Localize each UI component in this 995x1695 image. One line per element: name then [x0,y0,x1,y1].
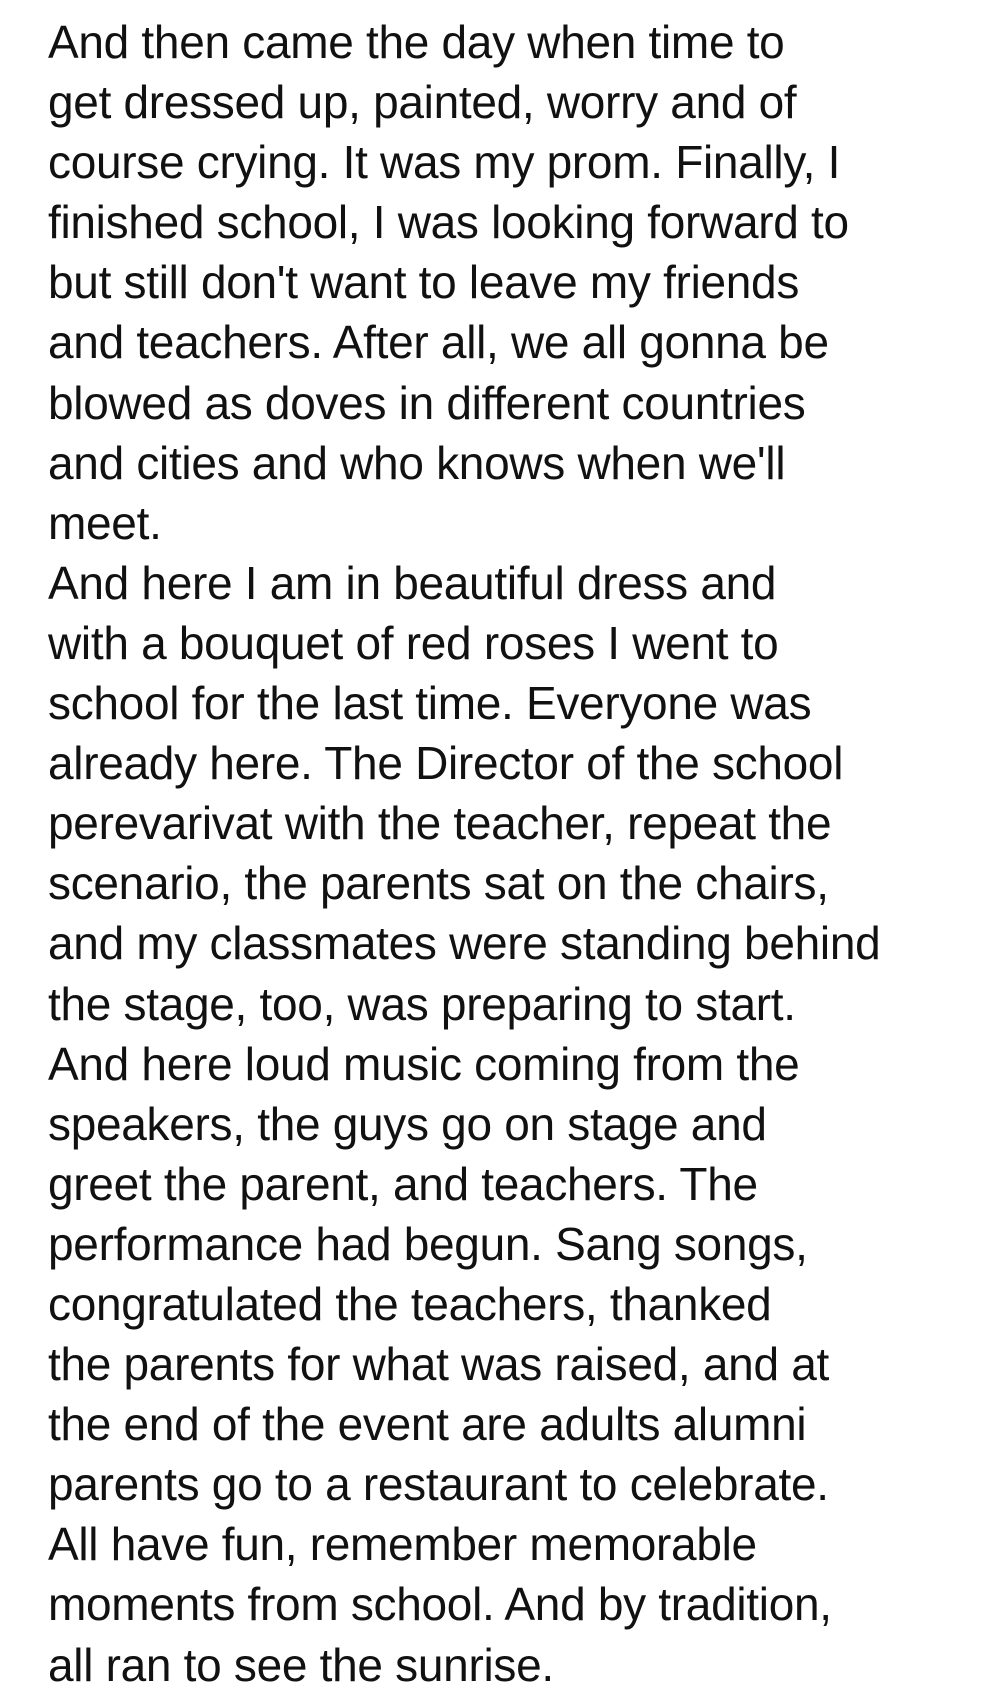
text-line: the end of the event are adults alumni [48,1398,807,1451]
text-line: speakers, the guys go on stage and [48,1097,767,1150]
text-line: And here loud music coming from the [48,1037,800,1090]
text-line: and cities and who knows when we'll [48,436,786,489]
text-line: school for the last time. Everyone was [48,677,812,730]
text-line: all ran to see the sunrise. [48,1638,554,1691]
text-line: blowed as doves in different countries [48,376,806,429]
text-line: but still don't want to leave my friends [48,256,800,309]
text-line: with a bouquet of red roses I went to [48,616,779,669]
text-line: perevarivat with the teacher, repeat the [48,797,832,850]
text-line: greet the parent, and teachers. The [48,1157,758,1210]
text-line: And then came the day when time to [48,16,785,68]
text-line: All have fun, remember memorable [48,1518,757,1571]
text-line: parents go to a restaurant to celebrate. [48,1458,829,1511]
text-line: and teachers. After all, we all gonna be [48,316,829,369]
text-line: already here. The Director of the school [48,737,844,790]
text-line: performance had begun. Sang songs, [48,1217,808,1270]
text-line: meet. [48,496,162,549]
text-line: the parents for what was raised, and at [48,1338,829,1391]
text-line: get dressed up, painted, worry and of [48,76,797,129]
text-line: the stage, too, was preparing to start. [48,977,796,1030]
text-line: moments from school. And by tradition, [48,1578,832,1631]
text-line: congratulated the teachers, thanked [48,1277,772,1330]
text-line: finished school, I was looking forward to [48,196,849,249]
text-line: scenario, the parents sat on the chairs, [48,857,829,910]
text-line: And here I am in beautiful dress and [48,556,777,609]
text-line: and my classmates were standing behind [48,917,881,970]
essay-text [48,12,995,1695]
text-line: course crying. It was my prom. Finally, I [48,136,841,189]
